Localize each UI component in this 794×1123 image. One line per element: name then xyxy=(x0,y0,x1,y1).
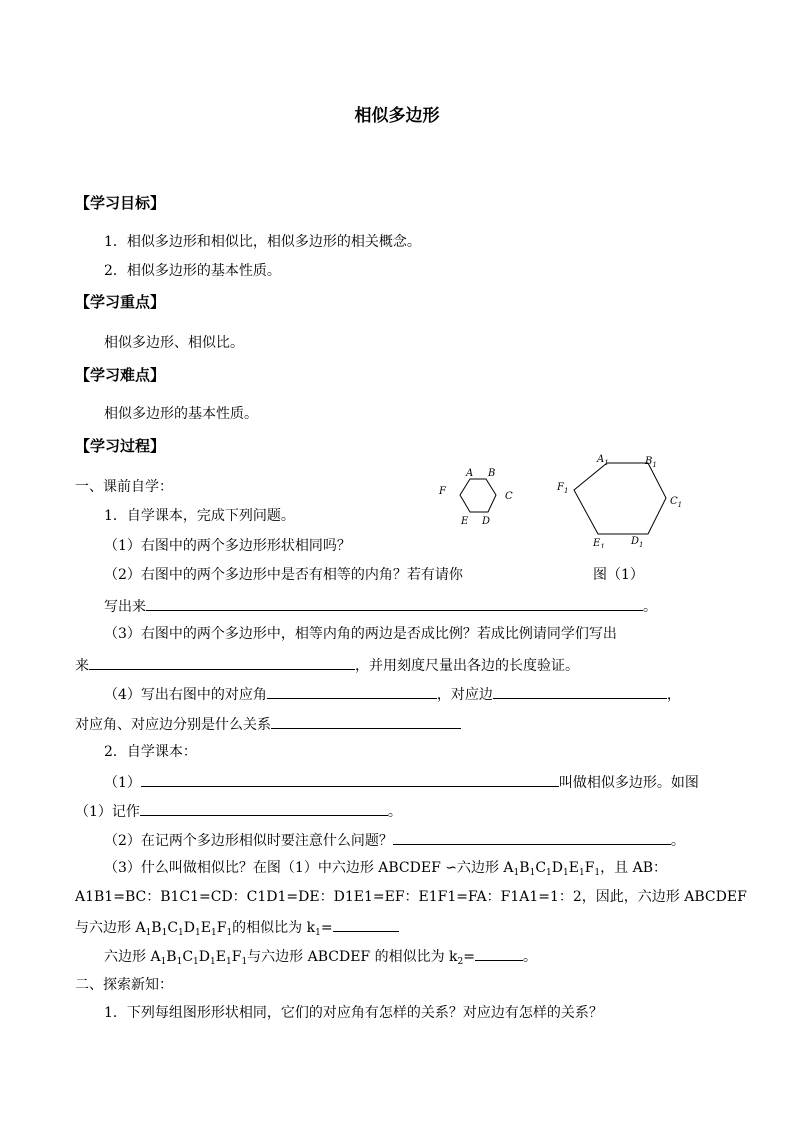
question-3-cont-a: 来 xyxy=(75,658,89,674)
sub-question-3-b: ，且 AB： xyxy=(600,860,668,876)
part2-title: 二、探索新知： xyxy=(75,977,173,993)
heading-objectives: 【学习目标】 xyxy=(75,194,166,212)
answer-blank-s1-notation[interactable] xyxy=(140,801,388,816)
sub-question-1-a: （1） xyxy=(104,775,141,791)
question-2-end: 。 xyxy=(643,599,657,615)
subscript: 1 xyxy=(225,957,232,967)
large-hexagon xyxy=(574,463,666,534)
part1-title: 一、课前自学： xyxy=(75,479,173,495)
sub-question-1-line xyxy=(104,772,699,792)
subscript: 1 xyxy=(178,928,184,938)
sub-question-3-line3-c: = xyxy=(320,920,333,936)
answer-blank-q4-relation[interactable] xyxy=(271,714,461,729)
sub-question-3-line4-c: = xyxy=(463,949,476,965)
question-3: （3）右图中的两个多边形中，相等内角的两边是否成比例？若成比例请同学们写出 xyxy=(104,626,617,642)
question-2: （2）右图中的两个多边形中是否有相等的内角？若有请你 xyxy=(104,567,463,583)
answer-blank-s1-definition[interactable] xyxy=(141,772,559,787)
sub-question-3-line3-a: 与六边形 A xyxy=(75,920,146,936)
question-4-b: ，对应边 xyxy=(436,687,493,703)
heading-key-points: 【学习重点】 xyxy=(75,293,166,311)
label-D: D xyxy=(482,516,491,527)
question-2-cont: 写出来 xyxy=(104,599,146,615)
hexagon-figure xyxy=(430,448,700,548)
subscript: 1 xyxy=(563,868,569,878)
small-hexagon xyxy=(460,479,496,512)
label-F: F xyxy=(439,486,446,497)
sub-question-3-line4-a: 六边形 A xyxy=(104,949,161,965)
difficulties-text: 相似多边形的基本性质。 xyxy=(104,406,258,422)
label-D1: $D_1$ xyxy=(631,536,644,548)
question-4-line xyxy=(104,684,681,704)
sub-question-3-a: （3）什么叫做相似比？在图（1）中六边形 ABCDEF ∽六边形 A xyxy=(104,860,514,876)
answer-blank-q4-angles[interactable] xyxy=(267,684,437,699)
subscript: 1 xyxy=(160,957,167,967)
objective-item-2: 2．相似多边形的基本性质。 xyxy=(104,263,281,279)
sub-question-3-line-2: A1B1=BC：B1C1=CD：C1D1=DE：D1E1=EF：E1F1=FA：F1A1=1：2，因此，六边形 ABCDEF xyxy=(75,889,747,905)
question-4-a: （4）写出右图中的对应角 xyxy=(104,687,267,703)
answer-blank-q2[interactable] xyxy=(146,596,643,611)
label-C1: $C_1$ xyxy=(670,496,683,509)
subscript: 1 xyxy=(546,868,552,878)
answer-blank-q4-sides[interactable] xyxy=(493,684,667,699)
sub-question-3-line3-b: 的相似比为 k xyxy=(232,920,316,936)
question-4-c: ， xyxy=(666,687,681,703)
label-B1: $B_1$ xyxy=(645,456,657,469)
subscript: 1 xyxy=(210,928,217,938)
sub-question-2-a: （2）在记两个多边形相似时要注意什么问题？ xyxy=(104,833,393,849)
question-3-cont-b: ，并用刻度尺量出各边的长度验证。 xyxy=(355,658,579,674)
sub-question-2-b: 。 xyxy=(670,833,685,849)
subscript: 1 xyxy=(594,868,601,878)
subscript: 1 xyxy=(513,868,520,878)
label-B: B xyxy=(488,468,496,479)
label-E1: $E_1$ xyxy=(593,538,605,548)
sub-question-1-line-2 xyxy=(75,801,402,821)
question-1: （1）右图中的两个多边形形状相同吗？ xyxy=(104,538,351,554)
subscript: 1 xyxy=(241,957,248,967)
part1-item1: 1．自学课本，完成下列问题。 xyxy=(104,508,295,524)
sub-question-1-c: （1）记作 xyxy=(75,804,140,820)
subscript: 1 xyxy=(226,928,233,938)
sub-question-2-line xyxy=(104,830,685,850)
subscript: 1 xyxy=(578,868,585,878)
subscript: 1 xyxy=(193,957,199,967)
answer-blank-k1[interactable] xyxy=(333,917,399,932)
key-points-text: 相似多边形、相似比。 xyxy=(104,335,244,351)
label-A1: $A_1$ xyxy=(597,454,609,467)
part2-item1: 1．下列每组图形形状相同，它们的对应角有怎样的关系？对应边有怎样的关系？ xyxy=(104,1005,603,1021)
objective-item-1: 1．相似多边形和相似比，相似多边形的相关概念。 xyxy=(104,234,421,250)
subscript: 1 xyxy=(210,957,216,967)
page-title: 相似多边形 xyxy=(354,106,440,126)
sub-question-3-line-1: （3）什么叫做相似比？在图（1）中六边形 ABCDEF ∽六边形 $A_1B_1C_1D_1E_1F_1$，且 AB： xyxy=(104,860,668,878)
label-C: C xyxy=(505,491,513,502)
heading-difficulties: 【学习难点】 xyxy=(75,366,166,384)
sub-question-3-line4-d: 。 xyxy=(523,949,538,965)
label-F1: $F_1$ xyxy=(557,482,569,495)
label-A: A xyxy=(466,468,474,479)
question-4-d: 对应角、对应边分别是什么关系 xyxy=(75,717,271,733)
figure-caption: 图（1） xyxy=(593,567,644,583)
part1-item2: 2．自学课本： xyxy=(104,744,197,760)
sub-question-3-line-3: 与六边形 $A_1B_1C_1D_1E_1F_1$的相似比为 $k_1=$ xyxy=(75,917,399,937)
subscript: 1 xyxy=(529,868,536,878)
sub-question-1-b: 叫做相似多边形。如图 xyxy=(558,775,699,791)
subscript: 1 xyxy=(176,957,183,967)
sub-question-3-line-4: 六边形 $A_1B_1C_1D_1E_1F_1$与六边形 ABCDEF 的相似比为 $k_2=$ 。 xyxy=(104,946,537,966)
subscript: 1 xyxy=(145,928,152,938)
subscript: 1 xyxy=(195,928,201,938)
subscript: 1 xyxy=(161,928,168,938)
sub-question-1-d: 。 xyxy=(387,804,402,820)
answer-blank-k2[interactable] xyxy=(475,946,523,961)
answer-blank-q3[interactable] xyxy=(89,655,355,670)
sub-question-3-line4-b: 与六边形 ABCDEF 的相似比为 k xyxy=(247,949,458,965)
question-4-line-2 xyxy=(75,714,461,734)
question-2-answer-line xyxy=(104,596,657,616)
question-3-answer-line xyxy=(75,655,579,675)
label-E: E xyxy=(461,516,469,527)
heading-process: 【学习过程】 xyxy=(75,437,166,455)
subscript: 1 xyxy=(315,928,321,938)
answer-blank-s2[interactable] xyxy=(393,830,671,845)
